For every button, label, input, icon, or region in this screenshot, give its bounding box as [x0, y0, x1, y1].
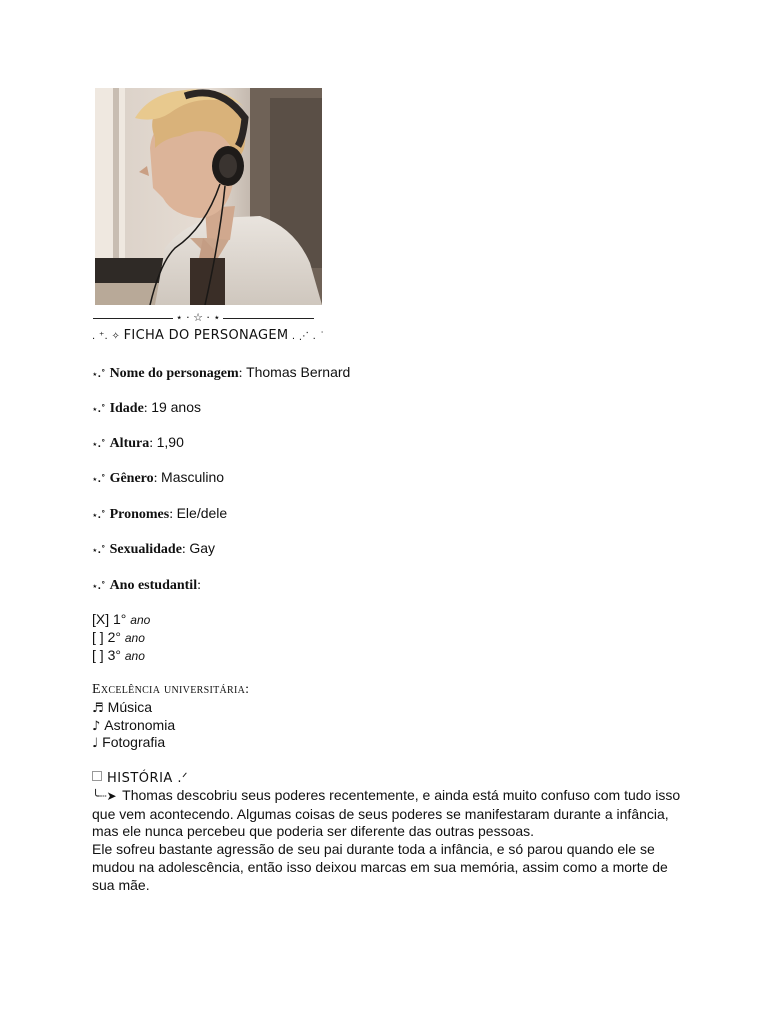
field-label: Gênero [109, 471, 154, 486]
year-number: 1° [113, 611, 127, 627]
divider-line-left [93, 318, 173, 319]
star-bullet-icon: ⋆.˚ [92, 546, 106, 556]
story-paragraph-2: Ele sofreu bastante agressão de seu pai durante toda a infância, e só parou quando ele se mudou na adolescência, então isso deixou marcas em sua memória, assim como a morte de sua mãe. [92, 841, 668, 893]
star-bullet-icon: ⋆.˚ [92, 370, 106, 380]
field-value: 19 anos [151, 399, 202, 415]
field-label: Idade [109, 401, 144, 416]
story-heading [92, 768, 188, 788]
year-checkbox: [X] [92, 611, 110, 627]
divider-line-right [223, 318, 314, 319]
story-body [92, 787, 682, 894]
excellence-label: Música [107, 699, 153, 715]
field-pronomes: ⋆.˚ Pronomes: Ele/dele [92, 505, 228, 522]
field-label: Pronomes [109, 507, 170, 522]
excellence-label: Astronomia [104, 717, 176, 733]
field-genero: ⋆.˚ Gênero: Masculino [92, 469, 225, 486]
star-bullet-icon: ⋆.˚ [92, 405, 106, 415]
excellence-item-musica [92, 698, 152, 718]
quarter-note-icon: ♩ [92, 736, 99, 751]
excellence-item-fotografia [92, 733, 165, 753]
beamed-notes-icon: ♬ [92, 701, 104, 716]
field-value: Masculino [161, 469, 225, 485]
year-unit: ano [124, 631, 145, 645]
field-value: Ele/dele [176, 505, 228, 521]
eighth-note-icon: ♪ [92, 719, 101, 734]
field-label: Sexualidade [109, 542, 182, 557]
year-checkbox: [ ] [92, 647, 104, 663]
ornamental-divider [93, 309, 317, 327]
story-paragraph-1-text: Thomas descobriu seus poderes recentemente, e ainda está muito confuso com tudo isso que vem acontecendo. Algumas coisas de seus poderes se manifestaram durante a infância, mas ele nunca percebeu que poderia ser diferente das outras pessoas. [92, 787, 681, 840]
star-bullet-icon: ⋆.˚ [92, 440, 106, 450]
field-altura: ⋆.˚ Altura: 1,90 [92, 434, 184, 451]
field-label: Ano estudantil [109, 578, 198, 593]
arrow-icon: ╰┈➤ [92, 789, 117, 803]
field-idade: ⋆.˚ Idade: 19 anos [92, 399, 202, 416]
field-ano-estudantil: ⋆.˚ Ano estudantil: [92, 578, 201, 593]
year-option-3 [92, 646, 145, 665]
year-unit: ano [130, 613, 151, 627]
field-nome: ⋆.˚ Nome do personagem: Thomas Bernard [92, 364, 351, 381]
year-option-2 [92, 628, 145, 647]
divider-stars: ⋆ · ☆ · ⋆ [175, 311, 221, 324]
story-title-deco: .ᐟ [172, 771, 189, 786]
character-photo-image [95, 88, 322, 305]
year-number: 2° [107, 629, 121, 645]
field-label: Altura [109, 436, 150, 451]
star-bullet-icon: ⋆.˚ [92, 511, 106, 521]
field-label: Nome do personagem [109, 366, 239, 381]
square-icon [92, 771, 102, 781]
sheet-title [92, 326, 325, 347]
character-photo [95, 88, 322, 305]
field-value: 1,90 [156, 434, 184, 450]
story-title: HISTÓRIA [107, 771, 173, 786]
title-prefix-deco: . ⁺. ✧ [92, 331, 124, 342]
field-value: Gay [189, 540, 215, 556]
year-number: 3° [107, 647, 121, 663]
year-unit: ano [124, 649, 145, 663]
field-sexualidade: ⋆.˚ Sexualidade: Gay [92, 540, 215, 557]
star-bullet-icon: ⋆.˚ [92, 582, 106, 592]
story-paragraph-1 [92, 787, 682, 841]
year-option-1 [92, 610, 150, 629]
excellence-heading: Excelência universitária: [92, 682, 250, 697]
field-value: Thomas Bernard [246, 364, 351, 380]
excellence-label: Fotografia [102, 734, 166, 750]
title-suffix-deco: . ⋰ . ˙ [288, 331, 325, 342]
title-text: FICHA DO PERSONAGEM [123, 328, 289, 343]
star-bullet-icon: ⋆.˚ [92, 475, 106, 485]
year-checkbox: [ ] [92, 629, 104, 645]
